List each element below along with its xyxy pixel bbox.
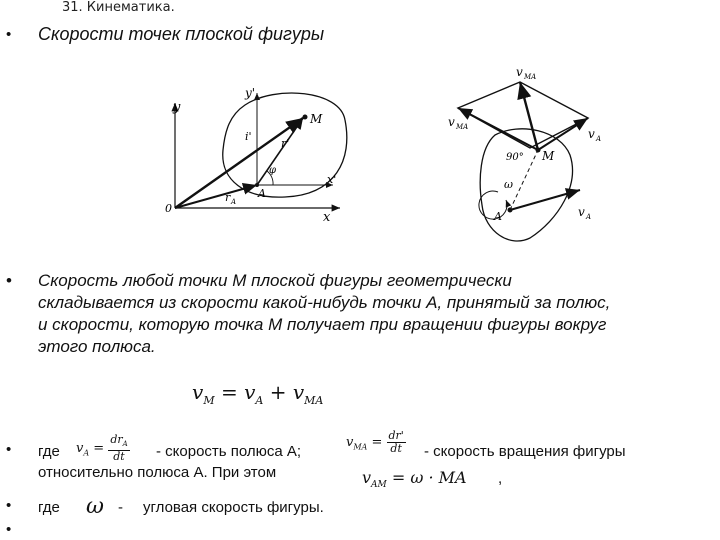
bullet-dot: •	[6, 497, 12, 514]
formula-v-a: $v_A$ = $\frac{dr_A}{dt}$	[76, 433, 128, 464]
formula-v-am: $v_{AM} = \omega$ · MA	[362, 468, 467, 491]
paragraph-line: и скорости, которую точка М получает при вращении фигуры вокруг	[38, 315, 607, 334]
text-rotation-velocity: - скорость вращения фигуры	[424, 443, 626, 460]
bullet-dot: •	[6, 271, 12, 290]
paragraph-line: этого полюса.	[38, 337, 156, 356]
label-x-prime: x'	[327, 173, 337, 186]
vector-r	[175, 118, 303, 208]
label-origin: 0	[165, 202, 172, 215]
paragraph-line: складывается из скорости какой-нибудь точки А, принятый за полюс,	[38, 293, 611, 312]
label-i: i'	[245, 130, 252, 143]
label-left-v: v	[448, 115, 455, 129]
label-omega: ω	[504, 178, 513, 191]
label-r-a: r	[225, 191, 231, 204]
text-dash: -	[118, 499, 123, 516]
bullet-dot: •	[6, 441, 12, 458]
label-a-right: A	[494, 210, 502, 223]
label-m: M	[310, 112, 323, 126]
bullet-dot: •	[6, 26, 12, 43]
label-right-v-sub: A	[596, 135, 602, 143]
omega-symbol: ω	[86, 494, 104, 519]
slide-title: Скорости точек плоской фигуры	[38, 24, 325, 44]
vector-v-a-at-m	[538, 118, 588, 150]
vector-r-a	[175, 185, 257, 208]
label-top-v-sub: MA	[524, 73, 537, 81]
label-x: x	[323, 210, 331, 225]
vector-v-a-at-a	[510, 190, 580, 210]
label-r-prime: r'	[281, 137, 290, 150]
right-velocity-diagram	[420, 60, 630, 250]
text-relative: относительно полюса А. При этом	[38, 464, 277, 481]
text-where-2: где	[38, 499, 60, 516]
text-pole-velocity: - скорость полюса А;	[156, 443, 302, 460]
omega-arc	[479, 191, 507, 219]
main-paragraph	[38, 270, 714, 358]
label-left-v-sub: MA	[456, 123, 469, 131]
label-90: 90°	[506, 152, 524, 163]
label-r-a-sub: A	[231, 198, 237, 206]
label-m-right: M	[542, 149, 555, 163]
text-comma: ,	[498, 470, 503, 487]
formula-v-ma: $v_{MA}$ = $\frac{dr'}{dt}$	[346, 429, 404, 455]
text-angular-velocity: угловая скорость фигуры.	[143, 499, 324, 516]
main-formula: $v_M = v_A + v_{MA}$	[192, 380, 324, 407]
text-where: где	[38, 443, 60, 460]
label-bottom-v: v	[578, 205, 585, 219]
label-y-prime: y'	[245, 86, 256, 100]
label-right-v: v	[588, 127, 595, 141]
label-a: A	[258, 187, 266, 200]
vector-r-prime	[257, 118, 303, 185]
vector-v-m	[520, 82, 538, 150]
label-bottom-v-sub: A	[586, 213, 592, 221]
bullet-dot: •	[6, 521, 12, 538]
label-top-v: v	[516, 65, 523, 79]
label-y: y	[173, 100, 181, 115]
slide-header: 31. Кинематика.	[62, 0, 175, 15]
paragraph-line: Скорость любой точки М плоской фигуры геометрически	[38, 271, 512, 290]
left-kinematics-diagram	[165, 85, 365, 225]
label-phi: φ	[269, 165, 277, 176]
